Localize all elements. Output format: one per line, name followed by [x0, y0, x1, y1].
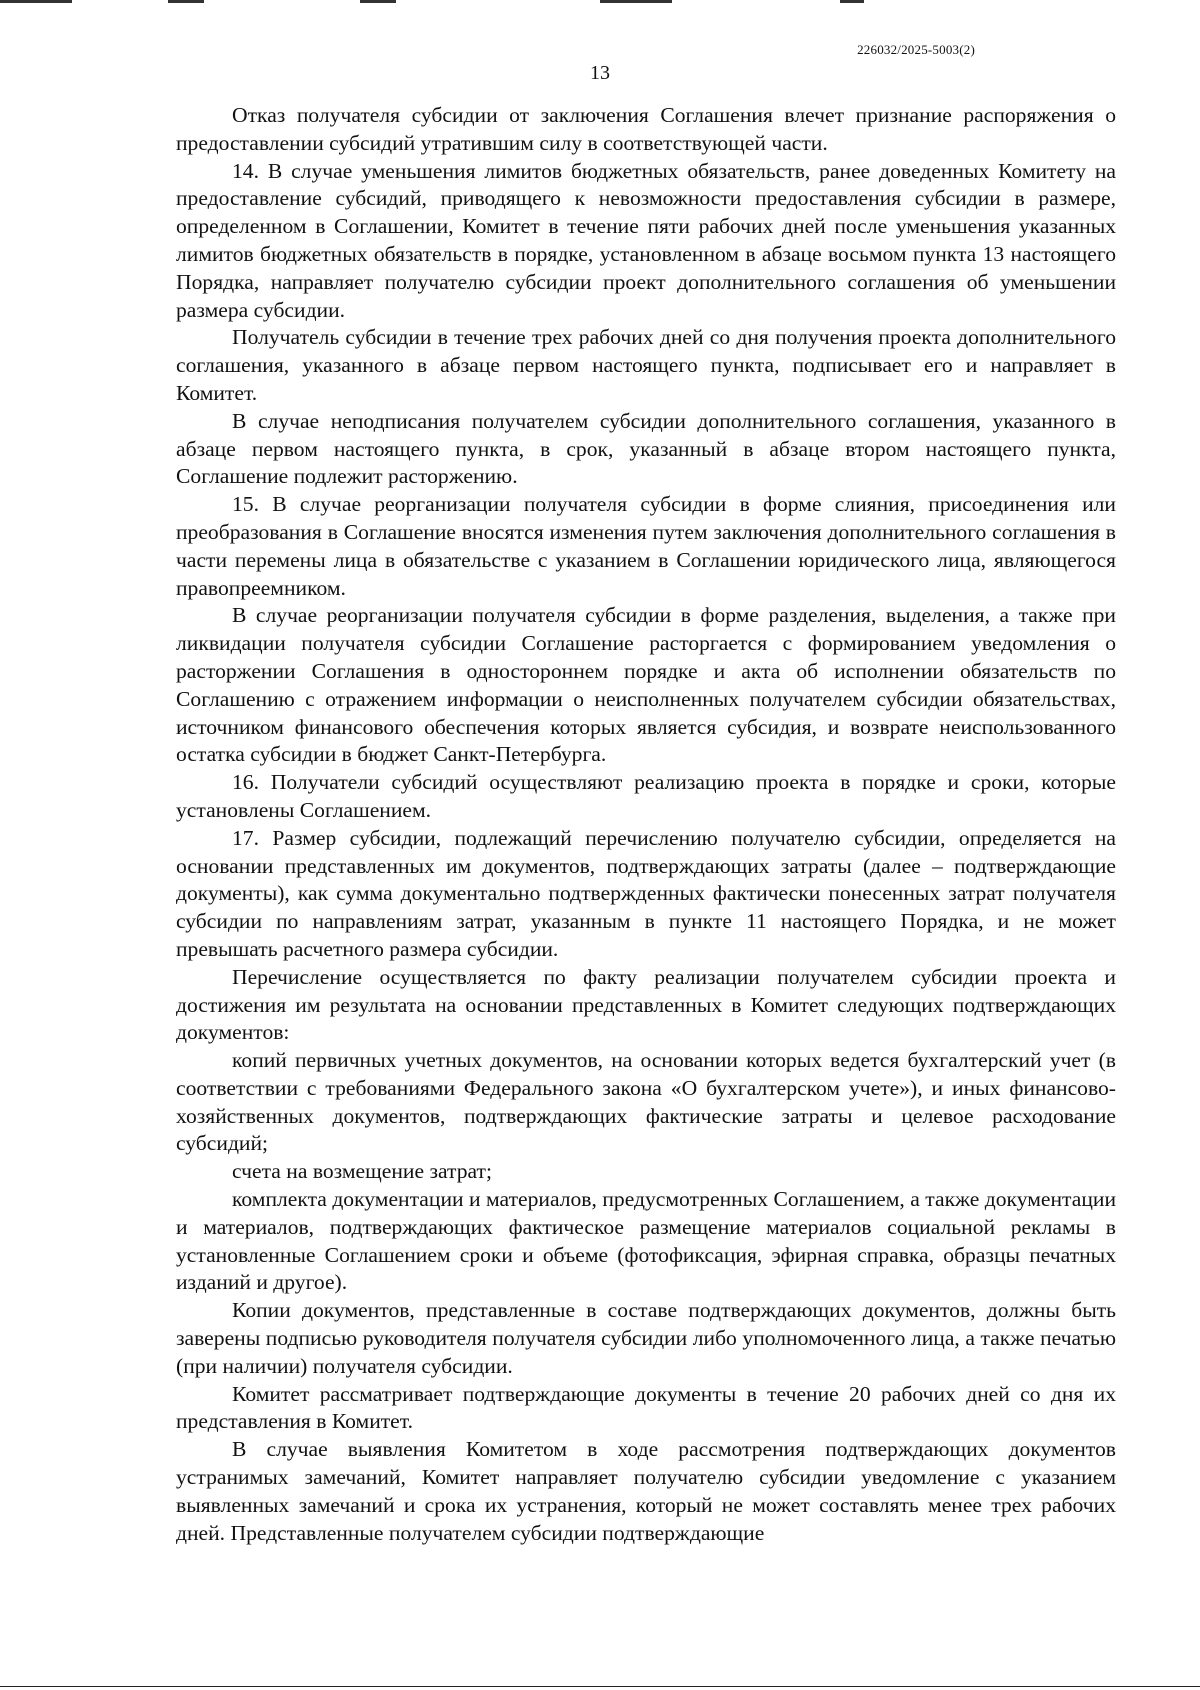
paragraph: 15. В случае реорганизации получателя субсидии в форме слияния, присоединения или преобразования в Соглашение вносятся изменения путем заключения дополнительного соглашения в части перемены лица в обязательстве с указанием в Соглашении юридического лица, являющегося правопреемником.	[176, 492, 1116, 600]
page-number: 13	[590, 62, 610, 84]
paragraph: В случае неподписания получателем субсидии дополнительного соглашения, указанного в абзаце первом настоящего пункта, в срок, указанный в абзаце втором настоящего пункта, Соглашение подлежит расторжению.	[176, 408, 1116, 489]
paragraph: В случае реорганизации получателя субсидии в форме разделения, выделения, а также при ликвидации получателя субсидии Соглашение расторгается с формированием уведомления о расторжении Соглашения в одностороннем порядке и акта об исполнении обязательств по Соглашению с отражением информации о неисполненных получателем субсидии обязательствах, источником финансового обеспечения которых является субсидия, и возврате неиспользованного остатка субсидии в бюджет Санкт-Петербурга.	[176, 603, 1116, 767]
scan-edge-bottom	[0, 1686, 1200, 1687]
paragraph: Получатель субсидии в течение трех рабочих дней со дня получения проекта дополнительного соглашения, указанного в абзаце первом настоящего пункта, подписывает его и направляет в Комитет.	[176, 325, 1116, 405]
scan-edge-top	[0, 0, 1200, 3]
paragraph: В случае выявления Комитетом в ходе рассмотрения подтверждающих документов устранимых замечаний, Комитет направляет получателю субсидии уведомление с указанием выявленных замечаний и срока их устранения, который не может составлять менее трех рабочих дней. Представленные получателем субсидии подтверждающие	[176, 1437, 1116, 1545]
document-body	[176, 102, 1116, 1547]
paragraph: 17. Размер субсидии, подлежащий перечислению получателю субсидии, определяется на основании представленных им документов, подтверждающих затраты (далее – подтверждающие документы), как сумма документально подтвержденных фактически понесенных затрат получателя субсидии по направлениям затрат, указанным в пункте 11 настоящего Порядка, и не может превышать расчетного размера субсидии.	[176, 825, 1116, 961]
paragraph: 14. В случае уменьшения лимитов бюджетных обязательств, ранее доведенных Комитету на предоставление субсидий, приводящего к невозможности предоставления субсидии в размере, определенном в Соглашении, Комитет в течение пяти рабочих дней после уменьшения указанных лимитов бюджетных обязательств в порядке, установленном в абзаце восьмом пункта 13 настоящего Порядка, направляет получателю субсидии проект дополнительного соглашения об уменьшении размера субсидии.	[176, 158, 1116, 322]
paragraph: копий первичных учетных документов, на основании которых ведется бухгалтерский учет (в соответствии с требованиями Федерального закона «О бухгалтерском учете»), и иных финансово-хозяйственных документов, подтверждающих фактические затраты и целевое расходование субсидий;	[176, 1048, 1116, 1156]
paragraph: Копии документов, представленные в составе подтверждающих документов, должны быть заверены подписью руководителя получателя субсидии либо уполномоченного лица, а также печатью (при наличии) получателя субсидии.	[176, 1298, 1116, 1378]
paragraph: счета на возмещение затрат;	[232, 1159, 492, 1184]
paragraph: Комитет рассматривает подтверждающие документы в течение 20 рабочих дней со дня их представления в Комитет.	[176, 1381, 1116, 1434]
document-number: 226032/2025-5003(2)	[857, 42, 975, 57]
paragraph: комплекта документации и материалов, предусмотренных Соглашением, а также документации и материалов, подтверждающих фактическое размещение материалов социальной рекламы в установленные Соглашением сроки и объеме (фотофиксация, эфирная справка, образцы печатных изданий и другое).	[176, 1187, 1116, 1295]
paragraph: Перечисление осуществляется по факту реализации получателем субсидии проекта и достижения им результата на основании представленных в Комитет следующих подтверждающих документов:	[176, 964, 1116, 1045]
paragraph: Отказ получателя субсидии от заключения Соглашения влечет признание распоряжения о предоставлении субсидий утратившим силу в соответствующей части.	[176, 103, 1116, 155]
paragraph: 16. Получатели субсидий осуществляют реализацию проекта в порядке и сроки, которые установлены Соглашением.	[176, 770, 1116, 822]
